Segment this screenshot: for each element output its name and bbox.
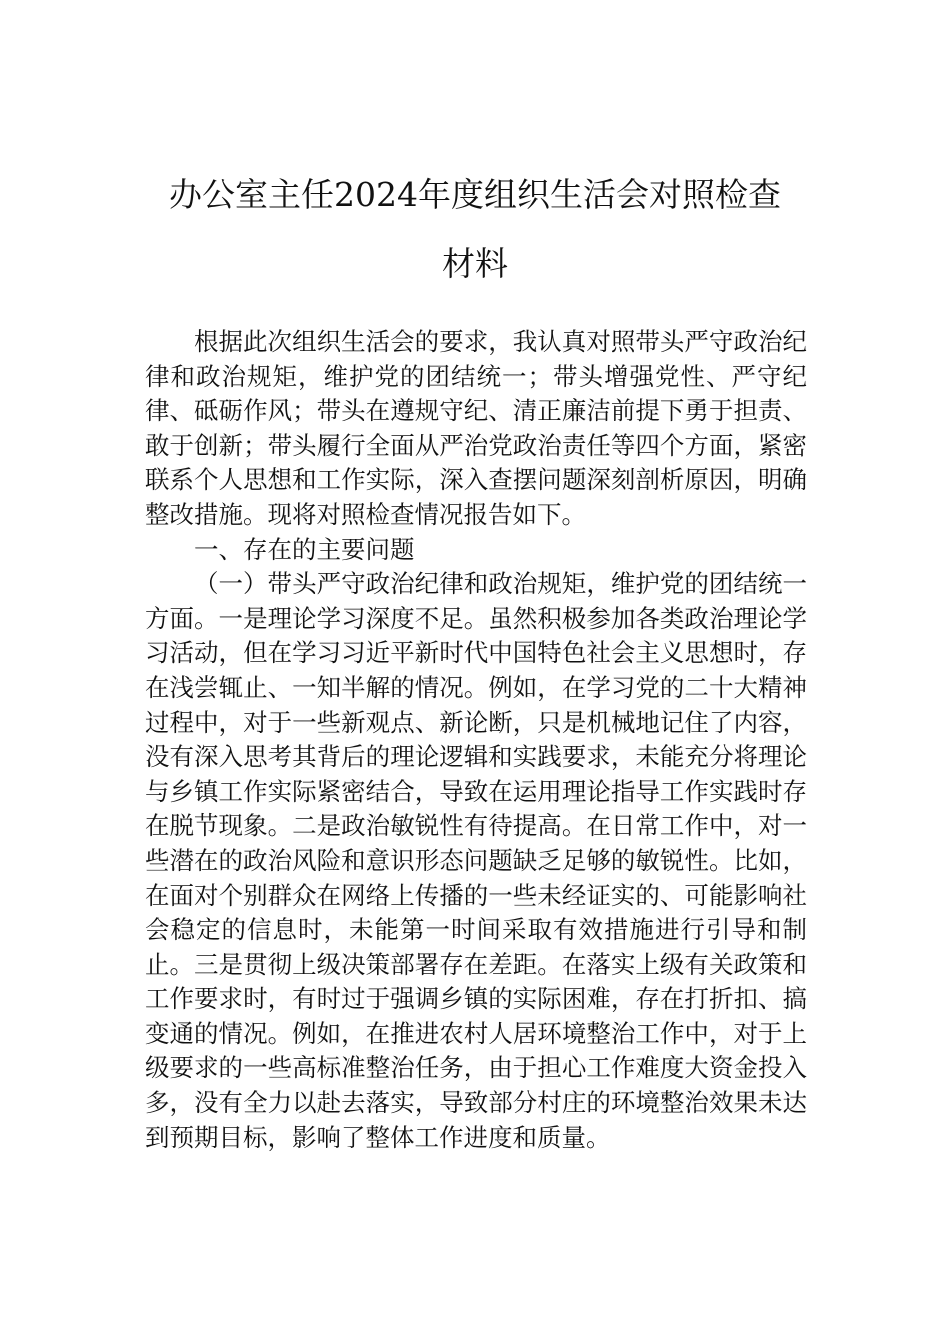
title-line-1: 办公室主任2024年度组织生活会对照检查 [169,175,781,214]
title-line-2: 材料 [442,244,508,283]
document-body [145,325,807,1155]
intro-paragraph: 根据此次组织生活会的要求，我认真对照带头严守政治纪律和政治规矩，维护党的团结统一；带头增强党性、严守纪律、砥砺作风；带头在遵规守纪、清正廉洁前提下勇于担责、敢于创新；带头履行全面从严治党政治责任等四个方面，紧密联系个人思想和工作实际，深入查摆问题深刻剖析原因，明确整改措施。现将对照检查情况报告如下。 [145,327,807,529]
body-paragraph: （一）带头严守政治纪律和政治规矩，维护党的团结统一方面。一是理论学习深度不足。虽然积极参加各类政治理论学习活动，但在学习习近平新时代中国特色社会主义思想时，存在浅尝辄止、一知半解的情况。例如，在学习党的二十大精神过程中，对于一些新观点、新论断，只是机械地记住了内容，没有深入思考其背后的理论逻辑和实践要求，未能充分将理论与乡镇工作实际紧密结合，导致在运用理论指导工作实践时存在脱节现象。二是政治敏锐性有待提高。在日常工作中，对一些潜在的政治风险和意识形态问题缺乏足够的敏锐性。比如，在面对个别群众在网络上传播的一些未经证实的、可能影响社会稳定的信息时，未能第一时间采取有效措施进行引导和制止。三是贯彻上级决策部署存在差距。在落实上级有关政策和工作要求时，有时过于强调乡镇的实际困难，存在打折扣、搞变通的情况。例如，在推进农村人居环境整治工作中，对于上级要求的一些高标准整治任务，由于担心工作难度大资金投入多，没有全力以赴去落实，导致部分村庄的环境整治效果未达到预期目标，影响了整体工作进度和质量。 [145,569,807,1152]
document-title [145,160,805,298]
section-heading: 一、存在的主要问题 [194,534,415,564]
